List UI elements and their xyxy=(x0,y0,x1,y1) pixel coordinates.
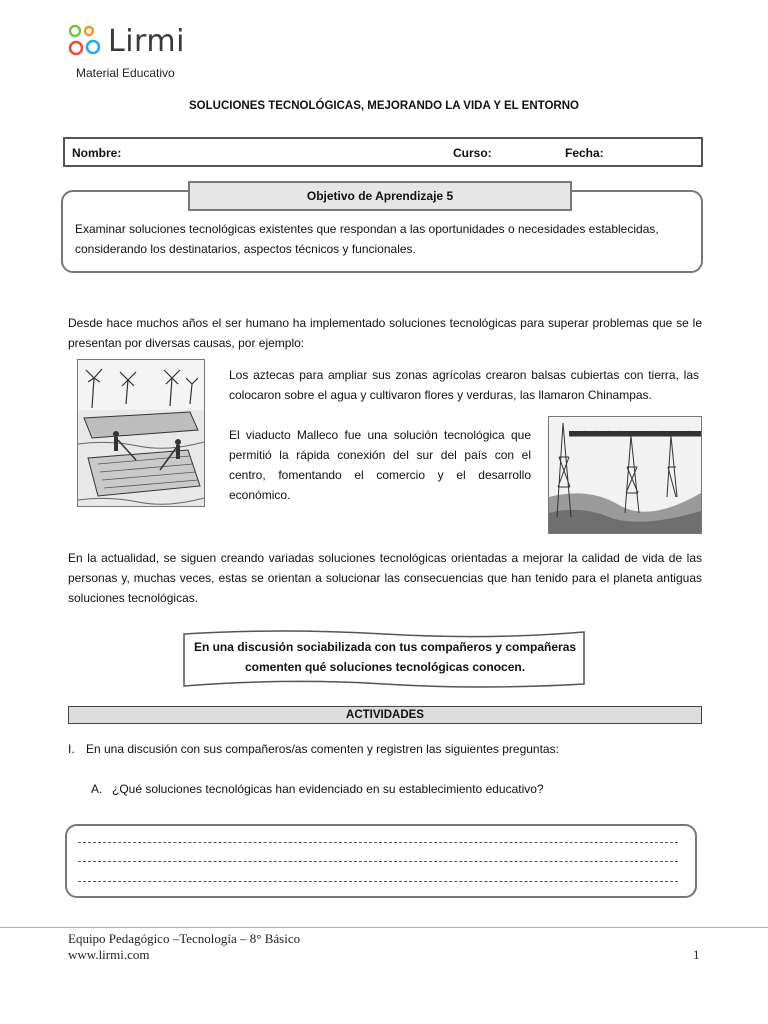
intro-paragraph: Desde hace muchos años el ser humano ha implementado soluciones tecnológicas para superar problemas que se le presentan por diversas causas, por ejemplo: xyxy=(68,316,702,350)
question-1-text: En una discusión con sus compañeros/as comenten y registren las siguientes preguntas: xyxy=(86,742,559,756)
question-a-text: ¿Qué soluciones tecnológicas han evidenciado en su establecimiento educativo? xyxy=(112,782,544,796)
lirmi-logo-icon xyxy=(68,24,106,60)
footer-website: www.lirmi.com xyxy=(68,947,150,962)
student-info-box xyxy=(63,137,703,167)
chinampas-text: Los aztecas para ampliar sus zonas agrícolas crearon balsas cubiertas con tierra, las colocaron sobre el agua y cultivaron flores y verduras, las llamaron Chinampas. xyxy=(229,368,699,402)
logo-wordmark: Lirmi xyxy=(108,24,185,59)
question-a-letter: A. xyxy=(91,782,103,796)
activities-header: ACTIVIDADES xyxy=(68,706,702,724)
callout-text: En una discusión sociabilizada con tus compañeros y compañeras comenten qué soluciones tecnológicas conocen. xyxy=(193,640,577,674)
current-solutions-paragraph: En la actualidad, se siguen creando variadas soluciones tecnológicas orientadas a mejorar la calidad de vida de las personas y, muchas veces, estas se orientan a solucionar las consecuencias que han tenido para el planeta antiguas soluciones tecnológicas. xyxy=(68,551,702,605)
question-1-number: I. xyxy=(68,742,75,756)
lirmi-logo xyxy=(68,24,198,64)
malleco-viaduct-illustration xyxy=(548,416,702,534)
course-label: Curso: xyxy=(453,146,492,160)
answer-line xyxy=(78,861,678,862)
footer-credit: Equipo Pedagógico –Tecnología – 8° Básico xyxy=(68,931,301,946)
page-number: 1 xyxy=(693,947,700,962)
malleco-text: El viaducto Malleco fue una solución tecnológica que permitió la rápida conexión del sur del país con el centro, fomentando el comercio y el desarrollo económico. xyxy=(229,428,531,502)
name-label: Nombre: xyxy=(72,146,122,160)
footer-divider xyxy=(0,927,768,928)
logo-subtitle: Material Educativo xyxy=(76,66,175,80)
answer-line xyxy=(78,842,678,843)
chinampas-illustration xyxy=(77,359,205,507)
date-label: Fecha: xyxy=(565,146,604,160)
answer-line xyxy=(78,881,678,882)
document-title: SOLUCIONES TECNOLÓGICAS, MEJORANDO LA VIDA Y EL ENTORNO xyxy=(189,100,579,112)
objective-tab: Objetivo de Aprendizaje 5 xyxy=(188,181,572,211)
objective-text: Examinar soluciones tecnológicas existentes que respondan a las oportunidades o necesidades establecidas, considerando los destinatarios, aspectos técnicos y funcionales. xyxy=(75,222,659,256)
